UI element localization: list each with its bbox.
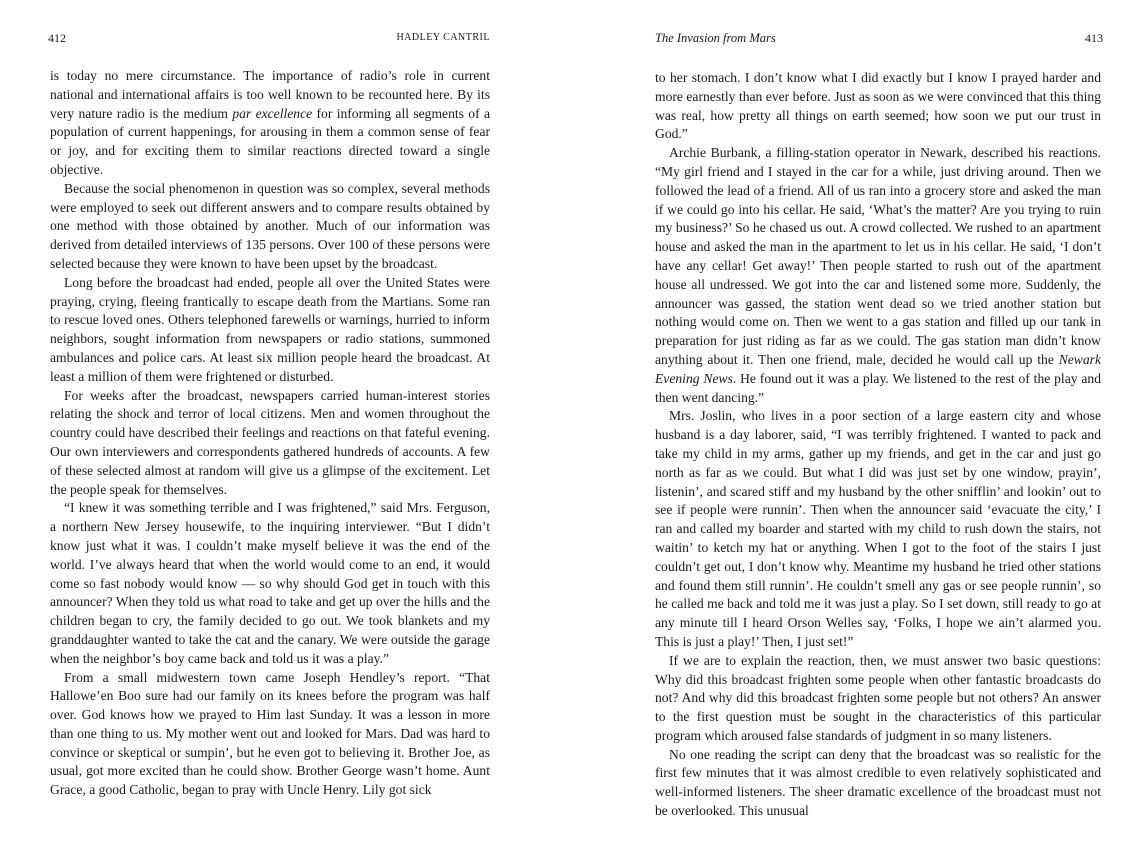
text-run: is today no mere circumstance. The importance of radio’s role in current national and international affairs is too well known to be recounted here. By its very nature radio is the medium — [50, 68, 490, 121]
paragraph — [50, 669, 490, 801]
paragraph — [50, 274, 490, 387]
paragraph — [50, 180, 490, 274]
left-page — [50, 0, 490, 854]
running-head-author: HADLEY CANTRIL — [396, 32, 490, 43]
paragraph — [50, 67, 490, 180]
text-run: “I knew it was something terrible and I was frightened,” said Mrs. Ferguson, a northern New Jersey housewife, to the inquiring interviewer. “But I didn’t know just what it was. I couldn’t make myself believe it was the end of the world. I’ve always heard that when the world would come to an end, it would come so fast nobody would know — so why should God get in touch with this announcer? When they told us what road to take and get up over the hills and the children began to cry, the family decided to go out. We took blankets and my granddaughter wanted to take the cat and the canary. We were outside the garage when the neighbor’s boy came back and told us it was a play.” — [50, 500, 490, 666]
italic-text: Newark Evening News — [655, 351, 1101, 386]
paragraph — [655, 69, 1101, 144]
italic-text: par excellence — [232, 105, 313, 121]
paragraph — [655, 746, 1101, 821]
right-page-body — [655, 69, 1101, 821]
page-number-right: 413 — [1085, 31, 1103, 45]
text-run: From a small midwestern town came Joseph Hendley’s report. “That Hallowe’en Boo sure had our family on its knees before the program was half over. God knows how we prayed to Him last Sunday. It was a lesson in more than one thing to us. My mother went out and looked for Mars. Dad was hard to convince or skeptical or sumpin’, but he even got to believing it. Brother Joe, as usual, got more excited than he could show. Brother George wasn’t home. Aunt Grace, a good Catholic, began to pray with Uncle Henry. Lily got sick — [50, 669, 490, 798]
left-page-body — [50, 67, 490, 800]
text-run: to her stomach. I don’t know what I did exactly but I know I prayed harder and more earnestly than ever before. Just as soon as we were convinced that this thing was real, how pretty all things on earth seemed; how soon we put our trust in God.” — [655, 70, 1101, 142]
text-run: Mrs. Joslin, who lives in a poor section of a large eastern city and whose husband is a day laborer, said, “I was terribly frightened. I wanted to pack and take my child in my arms, gather up my friends, and get in the car and just go north as far as we could. But what I did was just set by one window, prayin’, listenin’, and scared stiff and my husband by the other snifflin’ and lookin’ out to see if people were runnin’. Then when the announcer said ‘evacuate the city,’ I ran and called my boarder and started with my child to rush down the stairs, not waitin’ to ketch my hat or anything. When I got to the foot of the stairs I just couldn’t get out, I don’t know why. Meantime my husband he tried other stations and found them still runnin’. He couldn’t smell any gas or see people runnin’, so he called me back and told me it was just a play. So I set down, still ready to go at any minute till I heard Orson Welles say, ‘Folks, I hope we ain’t alarmed you. This is just a play!’ Then, I just set!” — [655, 408, 1101, 649]
text-run: For weeks after the broadcast, newspapers carried human-interest stories relating the shock and terror of local citizens. Men and women throughout the country could have described their feelings and reactions on that fateful evening. Our own interviewers and correspondents gathered hundreds of accounts. A few of these selected almost at random will give us a glimpse of the excitement. Let the people speak for themselves. — [50, 387, 490, 497]
text-run: If we are to explain the reaction, then, we must answer two basic questions: Why did this broadcast frighten some people when other fantastic broadcasts do not? And why did this broadcast frighten some people but not others? An answer to the first question must be sought in the characteristics of this particular program which aroused false standards of judgment in so many listeners. — [655, 652, 1101, 743]
paragraph — [50, 499, 490, 668]
text-run: No one reading the script can deny that the broadcast was so realistic for the first few minutes that it was almost credible to even relatively sophisticated and well-informed listeners. The sheer dramatic excellence of the broadcast must not be overlooked. This unusual — [655, 746, 1101, 819]
paragraph — [655, 407, 1101, 651]
text-run: . He found out it was a play. We listened to the rest of the play and then went dancing.” — [655, 370, 1102, 405]
paragraph — [50, 387, 490, 500]
paragraph — [655, 144, 1101, 407]
text-run: for informing all segments of a population of current happenings, for arousing in them a common sense of fear or joy, and for exciting them to similar reactions directed toward a single objective. — [50, 105, 490, 177]
text-run: Long before the broadcast had ended, people all over the United States were praying, crying, fleeing frantically to escape death from the Martians. Some ran to rescue loved ones. Others telephoned farewells or warnings, hurried to inform neighbors, sought information from newspapers or radio stations, summoned ambulances and police cars. At least six million people heard the broadcast. At least a million of them were frightened or disturbed. — [50, 274, 490, 384]
running-head-title: The Invasion from Mars — [655, 31, 776, 45]
text-run: Archie Burbank, a filling-station operator in Newark, described his reactions. “My girl friend and I stayed in the car for a while, just driving around. Then we followed the lead of a friend. All of us ran into a grocery store and asked the man if we could go into his cellar. He said, ‘What’s the matter? Are you trying to ruin my business?’ So he chased us out. A crowd collected. We rushed to an apartment house and asked the man in the apartment to let us in his cellar. He said, ‘I don’t have any cellar! Get away!’ Then people started to rush out of the apartment house all undressed. We got into the car and listened some more. Suddenly, the announcer was gassed, the station went dead so we tried another station but nothing would come on. Then we went to a gas station and filled up our tank in preparation for just riding as far as we could. The gas station man didn’t know anything about it. Then one friend, male, decided he would call up the — [655, 145, 1101, 367]
right-page-header — [655, 30, 1101, 46]
page-number-left: 412 — [48, 31, 66, 45]
left-page-header — [50, 30, 490, 46]
right-page — [655, 0, 1101, 854]
text-run: Because the social phenomenon in question was so complex, several methods were employed to seek out different answers and to compare results obtained by one method with those obtained by another. Much of our information was derived from detailed interviews of 135 persons. Over 100 of these persons were selected because they were known to have been upset by the broadcast. — [50, 180, 490, 271]
paragraph — [655, 652, 1101, 746]
